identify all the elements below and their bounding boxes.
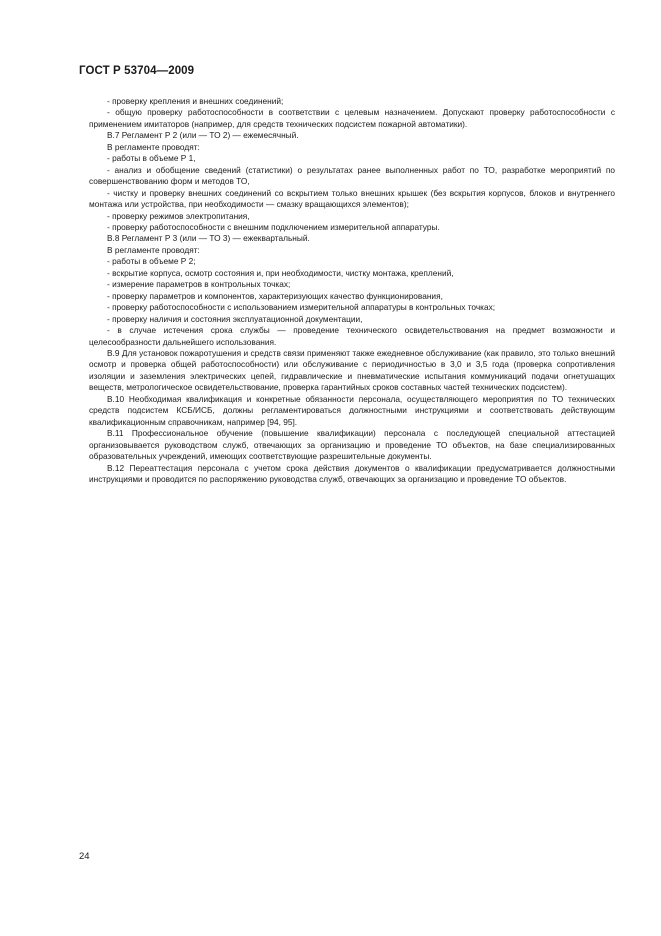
- list-item: - вскрытие корпуса, осмотр состояния и, при необходимости, чистку монтажа, креплений,: [107, 267, 454, 278]
- list-item: - проверку работоспособности с использованием измерительной аппаратуры в контрольных точках;: [107, 302, 496, 313]
- clause-b11: В.11 Профессиональное обучение (повышение квалификации) персонала с последующей специальной аттестацией организовывается руководством служб, отвечающих за организацию и проведение ТО объектов, на базе специализированных образовательных учреждений, имеющих соответствующие разрешительные документы.: [89, 428, 615, 462]
- list-item: - чистку и проверку внешних соединений со вскрытием только внешних крышек (без вскрытия корпусов, блоков и внутреннего монтажа или устройства, при необходимости — смазку вращающихся элементов);: [89, 187, 615, 210]
- list-item: - в случае истечения срока службы — проведение технического освидетельствования на предмет возможности и целесообразности дальнейшего использования.: [89, 325, 615, 347]
- list-item: - проверку наличия и состояния эксплуатационной документации,: [107, 313, 363, 324]
- list-item: - проверку крепления и внешних соединений;: [107, 96, 284, 106]
- list-item: - измерение параметров в контрольных точках;: [107, 279, 291, 290]
- clause-b12: В.12 Переаттестация персонала с учетом срока действия документов о квалификации предусматривается должностными инструкциями и проводится по распоряжению руководства служб, отвечающих за организацию и проведение ТО объектов.: [89, 462, 615, 484]
- clause-b9: В.9 Для установок пожаротушения и средств связи применяют также ежедневное обслуживание (как правило, это только внешний осмотр и проверка общей работоспособности) или обслуживание с периодичностью в 3,0 и 3,5 года (проверка сопротивления изоляции и заземления электрических цепей, гидравлические и пневматические испытания коммуникаций подачи огнетушащих веществ, метрологическое освидетельствование, проверка гарантийных сроков составных частей технических подсистем).: [89, 347, 615, 393]
- clause-b7: В.7 Регламент Р 2 (или — ТО 2) — ежемесячный.: [107, 130, 299, 141]
- list-item: - проверку режимов электропитания,: [107, 210, 250, 221]
- list-item: - работы в объеме Р 1,: [107, 153, 196, 164]
- list-intro: В регламенте проводят:: [107, 141, 200, 152]
- clause-b8: В.8 Регламент Р 3 (или — ТО 3) — ежеквартальный.: [107, 233, 310, 244]
- list-item: - работы в объеме Р 2;: [107, 256, 196, 267]
- page-header-title: ГОСТ Р 53704—2009: [79, 65, 195, 77]
- list-item: - проверку параметров и компонентов, характеризующих качество функционирования,: [107, 290, 443, 301]
- list-item: - проверку работоспособности с внешним подключением измерительной аппаратуры.: [107, 221, 440, 232]
- list-item: - анализ и обобщение сведений (статистики) о результатах ранее выполненных работ по ТО, разработке мероприятий по совершенствованию форм и методов ТО,: [89, 164, 615, 187]
- list-item: - общую проверку работоспособности в соответствии с целевым назначением. Допускают проверку работоспособности с применением имитаторов (например, для средств технических подсистем пожарной автоматики).: [89, 107, 615, 129]
- clause-b10: В.10 Необходимая квалификация и конкретные обязанности персонала, осуществляющего мероприятия по ТО технических средств подсистем КСБ/ИСБ, должны регламентироваться должностными инструкциями и соответствовать действующим квалификационным справочникам, например [94, 95].: [89, 393, 615, 427]
- document-body: [89, 96, 615, 485]
- list-intro: В регламенте проводят:: [107, 244, 200, 255]
- page-number: 24: [79, 851, 90, 862]
